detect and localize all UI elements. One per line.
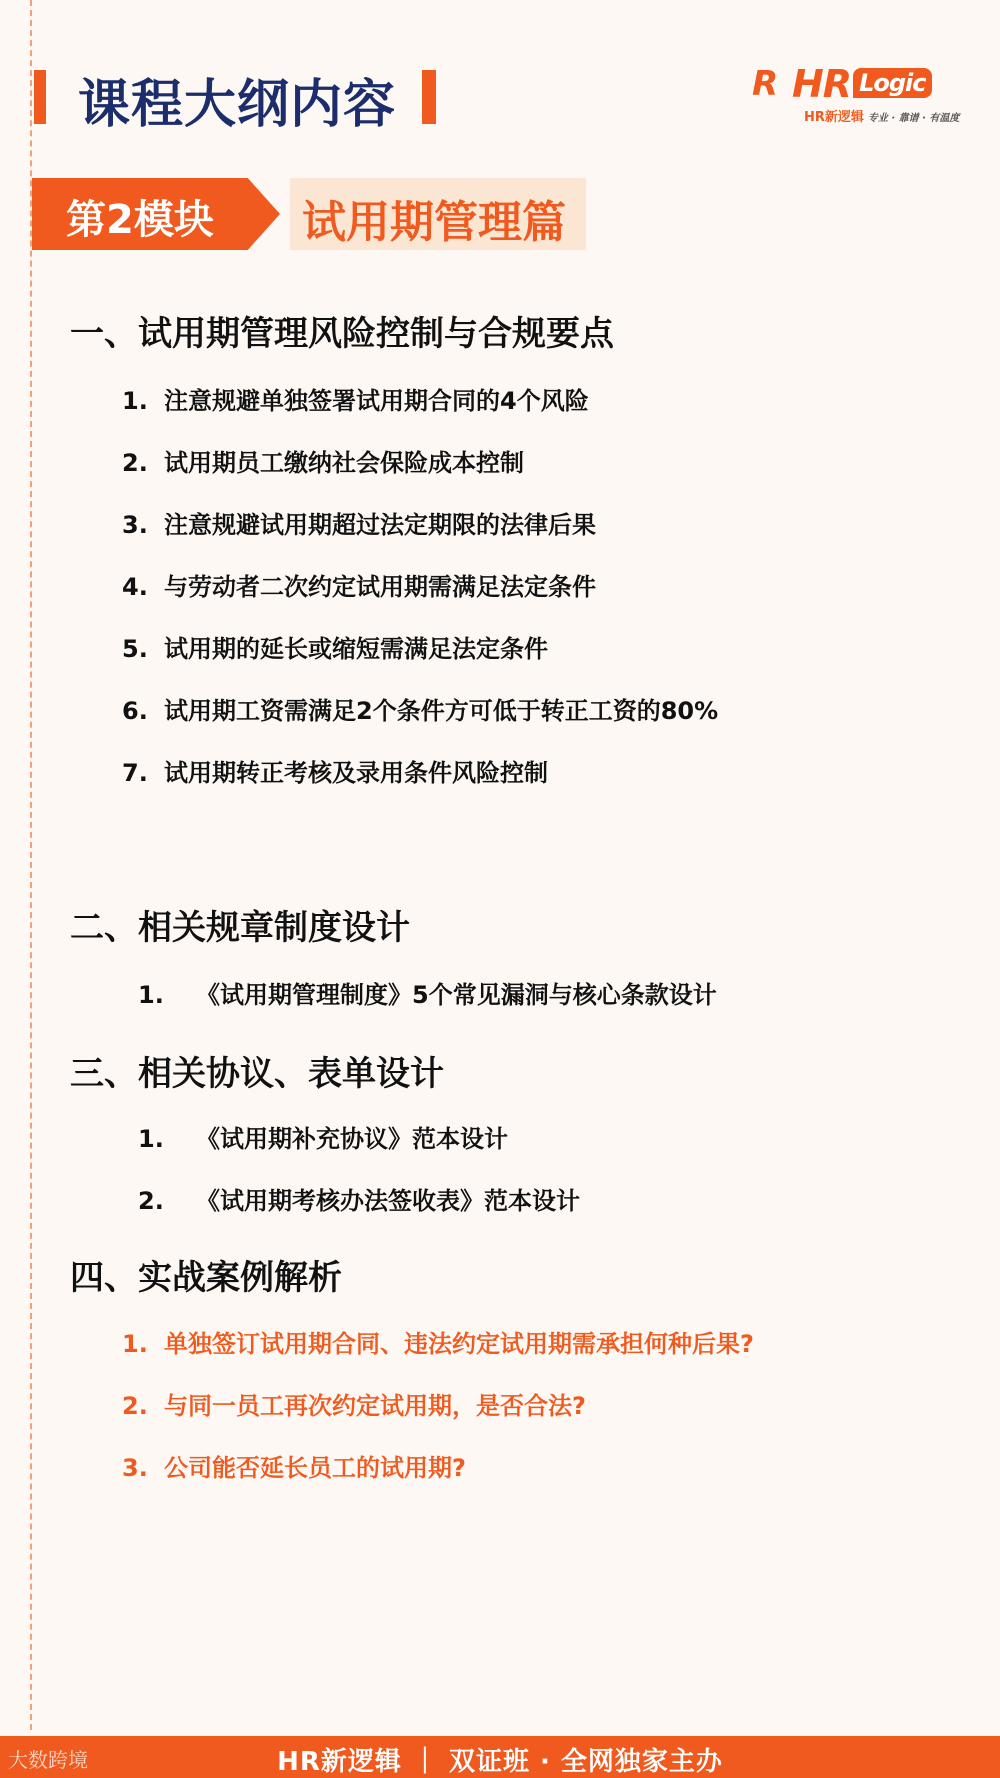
- list-item: 3. 注意规避试用期超过法定期限的法律后果: [122, 511, 596, 539]
- list-item: 7. 试用期转正考核及录用条件风险控制: [122, 759, 548, 787]
- logo-subtitle: HR新逻辑 专业 · 靠谱 · 有温度: [804, 110, 960, 125]
- logo-wordmark: HR Logic: [792, 62, 932, 106]
- section-heading: 三、相关协议、表单设计: [70, 1054, 444, 1094]
- list-item: 2. 与同一员工再次约定试用期，是否合法?: [122, 1392, 586, 1420]
- list-item: 2. 《试用期考核办法签收表》范本设计: [138, 1187, 580, 1215]
- section-heading: 一、试用期管理风险控制与合规要点: [70, 314, 614, 354]
- title-accent-bar-left: [34, 70, 46, 124]
- list-item: 1. 《试用期补充协议》范本设计: [138, 1125, 508, 1153]
- list-item: 5. 试用期的延长或缩短需满足法定条件: [122, 635, 548, 663]
- page-title: 课程大纲内容: [78, 75, 397, 135]
- margin-dashed-line: [30, 0, 32, 1730]
- module-label: 第2模块: [66, 197, 214, 243]
- list-item: 2. 试用期员工缴纳社会保险成本控制: [122, 449, 524, 477]
- title-accent-bar-right: [422, 70, 436, 124]
- section-heading: 四、实战案例解析: [70, 1258, 342, 1298]
- list-item: 3. 公司能否延长员工的试用期?: [122, 1454, 466, 1482]
- list-item: 1. 单独签订试用期合同、违法约定试用期需承担何种后果?: [122, 1330, 754, 1358]
- list-item: 1. 《试用期管理制度》5个常见漏洞与核心条款设计: [138, 981, 717, 1009]
- list-item: 1. 注意规避单独签署试用期合同的4个风险: [122, 387, 589, 415]
- section-heading: 二、相关规章制度设计: [70, 908, 410, 948]
- list-item: 4. 与劳动者二次约定试用期需满足法定条件: [122, 573, 596, 601]
- footer-text: HR新逻辑 ｜ 双证班 · 全网独家主办: [277, 1747, 723, 1777]
- logo-mark-icon: R: [752, 64, 779, 104]
- hrlogic-logo: [752, 62, 974, 124]
- module-name: 试用期管理篇: [302, 197, 566, 248]
- watermark: 大数跨境: [8, 1748, 88, 1772]
- list-item: 6. 试用期工资需满足2个条件方可低于转正工资的80%: [122, 697, 719, 725]
